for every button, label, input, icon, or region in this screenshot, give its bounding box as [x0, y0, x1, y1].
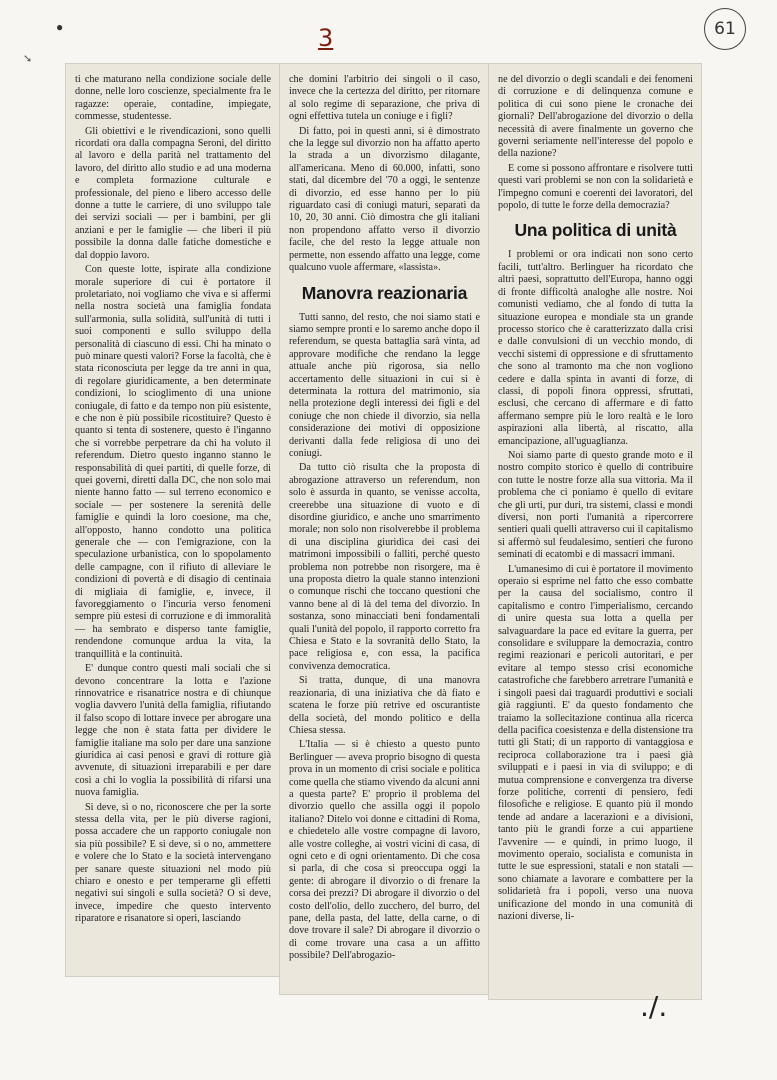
continuation-mark: ./. — [640, 990, 668, 1023]
section-heading-unita: Una politica di unità — [514, 220, 677, 241]
paragraph: Noi siamo parte di questo grande moto e il nostro compito storico è quello di contribuire con tutte le nostre forze alla sua vittoria. Ma il problema che ci poniamo è quello di evitare che gli urti, pur duri, tra sistemi, classi e mondi diversi, non porti l'umanità a ripercorrere sentieri quali quelli attraverso cui il capitalismo si affermò sul feudalesimo, sentieri che furono seminati di ecatombi e di massacri immani. — [498, 449, 693, 561]
paragraph: Con queste lotte, ispirate alla condizione morale superiore di cui è portatore il proletariato, noi vogliamo che viva e si affermi nella nostra società una famiglia fondata sull'armonia, sulla solidità, sull'unità di tutti i suoi componenti e sullo sviluppo della personalità di ciascuno di essi. Chi ha minato o può minare questi valori? Forse la facoltà, che è stata riconosciuta per legge da tre anni in qua, di regolare giuridicamente, a ben determinate condizioni, lo scioglimento di una unione coniugale, di fatto e da tempo non più esistente, e che non è più possibile ricostituire? Questo è quanto si tenta di sostenere, questo è l'inganno che si vorrebbe perpetrare da chi ha voluto il referendum. Dietro questo inganno stanno le responsabilità di quei partiti, di quelle forze, di quei governi, diretti dalla DC, che non solo mai niente hanno fatto — sul terreno economico e sociale — per sostenere la serenità delle famiglie e quindi la loro coesione, ma che, all'opposto, hanno condotto una politica generale che — con l'emigrazione, con la speculazione urbanistica, con lo spopolamento delle campagne, con il rifiuto di alleviare le condizioni di povertà e di disagio di centinaia di migliaia di famiglie, e, invece, il favoreggiamento o l'incuria verso fenomeni sempre più estesi di corruzione e di immoralità — ha sembrato e disperso tante famiglie, rendendone comunque ardua la vita, la tranquillità e la continuità. — [75, 264, 271, 660]
paragraph: ne del divorzio o degli scandali e dei fenomeni di corruzione e di delinquenza comune e politica di cui sono piene le cronache dei giornali? Dell'abrogazione del divorzio o della necessità di avere finalmente un governo che governi seriamente nell'interesse del popolo e della nazione? — [498, 74, 693, 160]
paragraph: Da tutto ciò risulta che la proposta di abrogazione attraverso un referendum, non solo è assurda in quanto, se venisse accolta, creerebbe una situazione di vuoto e di disordine giuridico, e anche uno smarrimento morale; non solo non risolverebbe il problema di una disciplina giuridica dei casi dei matrimoni impossibili o falliti, perché questo problema non potrebbe non risorgere, ma è una proposta dietro la quale stanno intenzioni o comunque rischi che toccano questioni che vanno bene al di là del tema del divorzio. In sostanza, sono minacciati beni fondamentali quali l'unità del popolo, il rapporto corretto fra Chiesa e Stato e la sovranità dello Stato, la pace religiosa e, con essa, la pacifica convivenza democratica. — [289, 462, 480, 672]
corner-mark: ➘ — [23, 53, 33, 65]
paragraph: Si deve, sì o no, riconoscere che per la sorte stessa della vita, per le più diverse ragioni, possa accadere che un rapporto coniugale non sia più possibile? E si deve, sì o no, ammettere e volere che lo Stato e la società intervengano per sanare queste situazioni nel modo più chiaro e onesto e per temperarne gli effetti negativi sui singoli e sulla società? O si deve, invece, impedire che questo intervento riparatore e risanatore si operi, lasciando — [75, 801, 271, 925]
handwritten-page-number: 3 — [318, 24, 334, 52]
paragraph: Gli obiettivi e le rivendicazioni, sono quelli ricordati ora dalla compagna Seroni, del diritto al lavoro e della parità nel trattamento del lavoro, del diritto allo studio e ad una moderna e completa formazione culturale e professionale, del pieno e libero accesso delle donne a tutte le carriere, di uno sviluppo tale dei servizi sociali — per i bambini, per gli anziani e per le famiglie — che liberi il più possibile la donna dalle fatiche domestiche e dal doppio lavoro. — [75, 125, 271, 261]
paragraph: Di fatto, poi in questi anni, si è dimostrato che la legge sul divorzio non ha affatto aperto la strada a un divorzismo dilagante, all'americana. Meno di 60.000, infatti, sono stati, dal dicembre del '70 a oggi, le sentenze di divorzio, ed esse hanno per lo più riguardato casi di coniugi maturi, separati da 10, 20, 30 anni. Ciò dimostra che gli italiani non propendono affatto verso il divorzio facile, che del resto la legge attuale non permette, non essendo affatto una legge, come qualcuno vuole affermare, «lassista». — [289, 125, 480, 274]
paragraph: L'Italia — si è chiesto a questo punto Berlinguer — aveva proprio bisogno di questa prova in un momento di crisi sociale e politica come quella che stiamo vivendo da alcuni anni a questa parte? E' proprio il problema del divorzio quello che assilla oggi il popolo italiano? Ditelo voi donne e cittadini di Roma, e chiedetelo alle vostre compagne di lavoro, alle vostre colleghe, ai vostri vicini di casa, di ogni ceto e di ogni orientamento. Di che cosa si parla, di che cosa si preoccupa oggi la gente: di abrogare il divorzio o di frenare la corsa dei prezzi? Di abrogare il divorzio o del costo dell'olio, dello zucchero, del burro, del pane, della pasta, del latte, della carne, o di dove trovare il sale? Di abrogare il divorzio o di come trovare una casa a un affitto possibile? Dell'abrogazio- — [289, 739, 480, 962]
article-column-3 — [489, 64, 701, 999]
circled-page-number: 61 — [704, 8, 746, 50]
article-column-1 — [66, 64, 279, 976]
bullet-mark: ● — [56, 20, 64, 34]
article-column-2 — [280, 64, 488, 994]
paragraph: E come si possono affrontare e risolvere tutti questi vari problemi se non con la solidarietà e l'impegno comuni e coerenti dei lavoratori, del popolo, di tutte le forze della democrazia? — [498, 162, 693, 212]
section-heading-manovra: Manovra reazionaria — [301, 282, 468, 303]
paragraph: I problemi or ora indicati non sono certo facili, tutt'altro. Berlinguer ha ricordato che altri paesi, soprattutto dell'Europa, hanno oggi di fronte difficoltà analoghe alle nostre. Noi comunisti vediamo, che al fondo di tutta la situazione europea e mondiale sta un grande processo storico che è caratterizzato dalla crisi e dalle convulsioni di un vecchio mondo, di vecchi sistemi di oppressione e di sfruttamento che sono al tramonto ma che non vogliono cedere e dalla spinta in avanti di forze, di classi, di popoli finora oppressi, sfruttati, esclusi, che cercano di affermare e di fatto affermano sempre più le loro realtà e le loro aspirazioni alla libertà, al riscatto, alla emancipazione, all'uguaglianza. — [498, 249, 693, 447]
paragraph: che domini l'arbitrio dei singoli o il caso, invece che la certezza del diritto, per ritornare al solo regime di separazione, che priva di ogni effettiva tutela un coniuge e i figli? — [289, 74, 480, 123]
paragraph: Tutti sanno, del resto, che noi siamo stati e siamo sempre pronti e lo saremo anche dopo il referendum, se questa battaglia sarà vinta, ad approvare modifiche che rendano la legge attuale anche più rigorosa, sia nello accertamento delle situazioni in cui si è determinata la rottura del matrimonio, sia nella protezione degli interessi dei figli e del coniuge che non chiede il divorzio, sia nella considerazione dei motivi di opposizione derivanti dalla fede religiosa di uno dei coniugi. — [289, 311, 480, 459]
paragraph: E' dunque contro questi mali sociali che si devono concentrare la lotta e l'azione rinnovatrice e risanatrice nostra e di chiunque voglia davvero l'unità della famiglia, rifiutando il falso scopo di lottare invece per abrogare una legge che non è stata fatta per dividere le famiglie italiane ma solo per dare una sanzione giuridica ai casi penosi e gravi di rotture già avvenute, di situazioni irreparabili e per dare così a chi lo voglia la possibilità di rifarsi una nuova famiglia. — [75, 663, 271, 799]
paragraph: L'umanesimo di cui è portatore il movimento operaio si esprime nel fatto che esso combatte per la causa del socialismo, contro il capitalismo e contro l'imperialismo, cercando di unire questa sua lotta a quella per salvaguardare la pace ed evitare la guerra, per consolidare e sviluppare la democrazia, contro regimi reazionari e pericoli autoritari, e per evitare al tempo stesso crisi economiche catastrofiche che farebbero arretrare l'umanità e i singoli paesi dai traguardi produttivi e sociali già raggiunti. E' da questo fondamento che traiamo la sollecitazione continua alla ricerca della pacifica coesistenza e della distensione tra tutti gli Stati; di un rapporto di vantaggiosa e reciproca collaborazione tra i paesi già sviluppati e i paesi in via di sviluppo; e di mutua comprensione e convergenza tra diverse forze politiche, correnti di pensiero, fedi filosofiche e religiose. E quanto più il mondo tende ad andare a lacerazioni e a divisioni, tanto più le grandi forze a cui appartiene l'avvenire — e quindi, in primo luogo, il movimento operaio, socialista e comunista in tutte le sue espressioni, statali e non statali — sono chiamate a lavorare e combattere per la solidarietà fra i popoli, verso una nuova unificazione del mondo in una comunità di nazioni diverse, li- — [498, 563, 693, 922]
paragraph: Si tratta, dunque, di una manovra reazionaria, di una iniziativa che dà fiato e scatena le forze più retrive ed oscurantiste della società, del mondo politico e della Chiesa stessa. — [289, 675, 480, 736]
paragraph: ti che maturano nella condizione sociale delle donne, nelle loro coscienze, specialmente fra le ragazze: operaie, contadine, impiegate, commesse, studentesse. — [75, 74, 271, 123]
